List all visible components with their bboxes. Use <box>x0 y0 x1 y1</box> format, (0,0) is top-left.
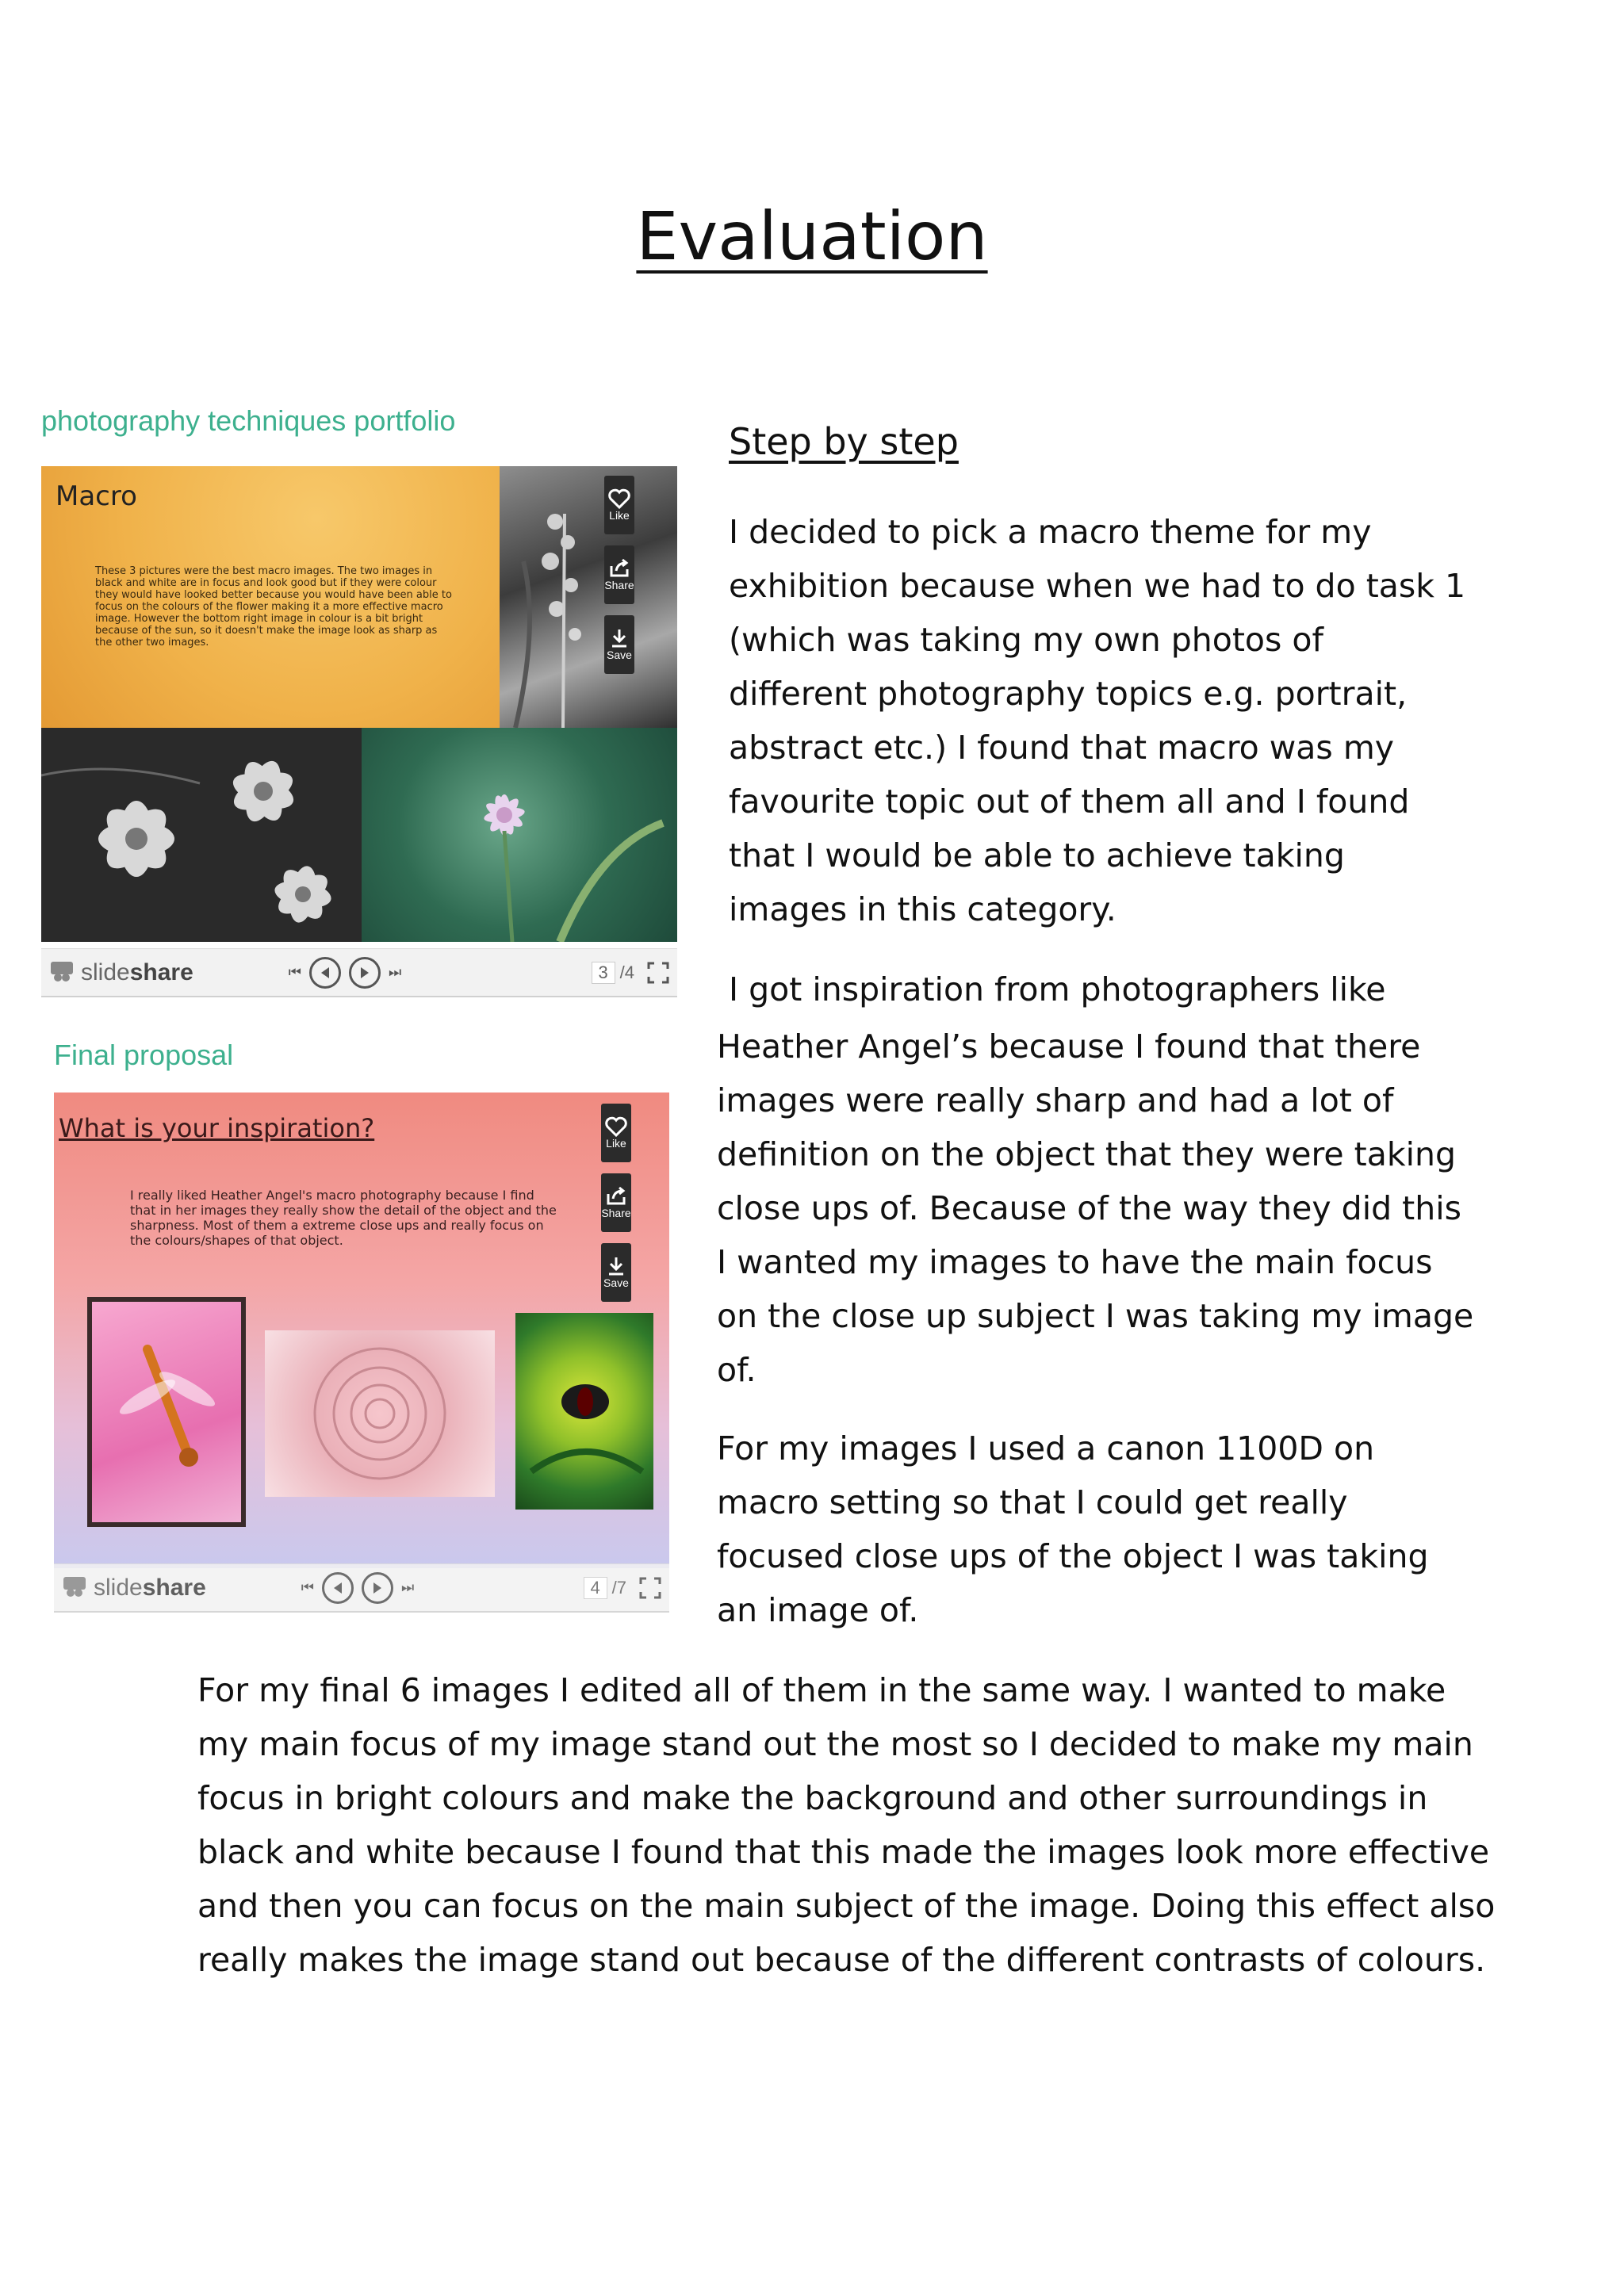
embed2-page-total: /7 <box>611 1577 626 1598</box>
step-by-step-heading: Step by step <box>729 420 959 463</box>
embed1-share-button[interactable] <box>604 545 634 604</box>
embed2-like-button[interactable] <box>601 1104 631 1162</box>
first-slide-icon[interactable]: ⏮ <box>301 1579 314 1595</box>
embed2-player-bar <box>54 1563 669 1613</box>
paragraph-editing: For my final 6 images I edited all of them in the same way. I wanted to make my main focus of my image stand out the most so I decided to make my main focus in bright colours and make the background and other surroundings in black and white because I found that this made the images look more effective and then you can focus on the main subject of the image. Doing this effect also really makes the image stand out because of the different contrasts of colours. <box>197 1671 1496 1979</box>
embed1-logo-light: slide <box>81 959 130 985</box>
embed2-slide[interactable] <box>54 1093 669 1568</box>
embed2-header[interactable]: Final proposal <box>54 1039 234 1071</box>
embed1-share-label: Share <box>604 579 634 591</box>
embed1-slide[interactable] <box>41 466 677 942</box>
embed2-save-label: Save <box>603 1276 629 1289</box>
fullscreen-icon[interactable] <box>639 1577 661 1599</box>
embed2-pager <box>584 1577 661 1599</box>
embed1-photo-bw-flowers <box>41 728 362 942</box>
embed1-save-button[interactable] <box>604 615 634 674</box>
embed1-slideshare-logo[interactable] <box>49 959 193 986</box>
embed1-slide-title: Macro <box>56 480 137 512</box>
embed1-text-panel <box>41 466 500 728</box>
paragraph-inspiration-first-line: I got inspiration from photographers like <box>729 970 1386 1008</box>
embed1-page-input[interactable]: 3 <box>592 962 615 984</box>
triangle-right-icon <box>372 1582 383 1594</box>
slideshare-icon <box>62 1575 87 1601</box>
share-icon <box>608 558 630 579</box>
prev-slide-button[interactable] <box>322 1572 354 1604</box>
embed1-logo-bold: share <box>129 959 193 985</box>
embed2-save-button[interactable] <box>601 1243 631 1302</box>
next-slide-button[interactable] <box>349 957 381 989</box>
embed2-photo-lizard-eye <box>515 1313 653 1510</box>
embed1-player-bar <box>41 948 677 997</box>
embed2-share-label: Share <box>601 1207 631 1219</box>
embed1-like-button[interactable] <box>604 476 634 534</box>
embed1-slide-text: These 3 pictures were the best macro images. The two images in black and white are in focus and look good but if they were colour they would have looked better because you would have been able to focus on the colours of the flower making it a more effective macro image. However the bottom right image in colour is a bit bright because of the sun, so it doesn't make the image look as sharp as the other two images. <box>95 565 452 649</box>
paragraph-inspiration: Heather Angel’s because I found that there images were really sharp and had a lot of definition on the object that they were taking close ups of. Because of the way they did this I wanted my images to have the main focus on the close up subject I was taking my image of. <box>717 1027 1474 1389</box>
embed2-side-buttons <box>601 1104 631 1302</box>
embed2-slide-title: What is your inspiration? <box>59 1113 375 1143</box>
embed2-photo-insect <box>87 1297 246 1527</box>
page-title: Evaluation <box>636 197 988 275</box>
embed1-like-label: Like <box>609 509 630 522</box>
embed2-page-input[interactable]: 4 <box>584 1577 607 1599</box>
embed1-save-label: Save <box>607 649 632 661</box>
triangle-left-icon <box>320 966 331 979</box>
embed1-side-buttons <box>604 476 634 674</box>
triangle-right-icon <box>359 966 370 979</box>
embed2-logo-light: slide <box>94 1574 143 1601</box>
paragraph-camera: For my images I used a canon 1100D on macro setting so that I could get really focused close ups of the object I was taking an image of. <box>717 1429 1429 1629</box>
fullscreen-icon[interactable] <box>647 962 669 984</box>
embed2-share-button[interactable] <box>601 1173 631 1232</box>
download-icon <box>608 628 630 649</box>
last-slide-icon[interactable]: ⏭ <box>400 1579 415 1595</box>
embed2-photo-rose <box>265 1330 495 1497</box>
prev-slide-button[interactable] <box>309 957 341 989</box>
embed2-slideshare-logo[interactable] <box>62 1575 206 1601</box>
embed2-logo-bold: share <box>142 1574 206 1601</box>
embed1-controls <box>289 957 401 989</box>
download-icon <box>605 1256 627 1276</box>
embed2-controls <box>301 1572 414 1604</box>
last-slide-icon[interactable]: ⏭ <box>388 964 402 980</box>
embed1-pager <box>592 962 669 984</box>
embed1-header[interactable]: photography techniques portfolio <box>41 404 456 437</box>
embed2-slide-text: I really liked Heather Angel's macro photography because I find that in her images they really show the detail of the object and the sharpness. Most of them a extreme close ups and really focus on the colours/shapes of that object. <box>130 1188 557 1248</box>
embed1-page-total: /4 <box>619 962 634 982</box>
heart-icon <box>608 488 630 509</box>
embed1-photo-bw-plant <box>500 466 677 728</box>
paragraph-theme: I decided to pick a macro theme for my exhibition because when we had to do task 1 (which was taking my own photos of different photography topics e.g. portrait, abstract etc.) I found that macro was my favourite topic out of them all and I found that I would be able to achieve taking images in this category. <box>729 513 1466 928</box>
first-slide-icon[interactable]: ⏮ <box>288 964 301 980</box>
slideshare-icon <box>49 960 75 985</box>
embed2-like-label: Like <box>606 1137 626 1150</box>
share-icon <box>605 1186 627 1207</box>
next-slide-button[interactable] <box>362 1572 393 1604</box>
triangle-left-icon <box>332 1582 343 1594</box>
embed1-photo-color-flower <box>362 728 677 942</box>
heart-icon <box>605 1116 627 1137</box>
